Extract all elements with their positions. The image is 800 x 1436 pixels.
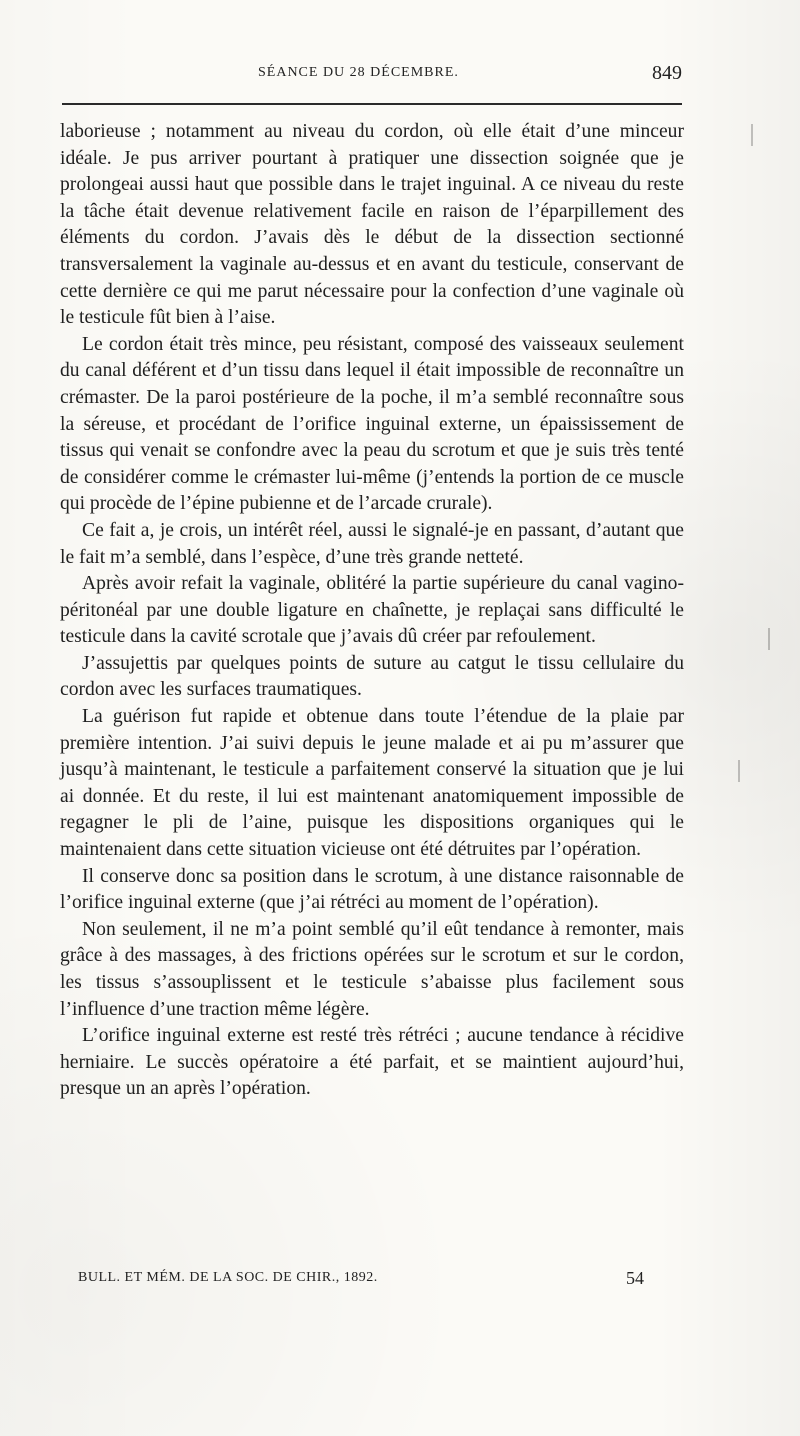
- paragraph-continued: laborieuse ; notamment au niveau du cordon, où elle était d’une minceur idéale. Je pus arriver pourtant à pratiquer une dissection soignée que je prolongeai aussi haut que possible dans le trajet inguinal. A ce niveau du reste la tâche était devenue relativement facile en raison de l’éparpillement des éléments du cordon. J’avais dès le début de la dissection sectionné transversalement la vaginale au-dessus et en avant du testicule, conservant de cette dernière ce qui me parut nécessaire pour la confection d’une vaginale où le testicule fût bien à l’aise.: [60, 121, 684, 329]
- page-number: 849: [652, 62, 682, 84]
- page-footer: [78, 1270, 644, 1294]
- paragraph-position: Il conserve donc sa position dans le scrotum, à une distance raisonnable de l’orifice inguinal externe (que j’ai rétréci au moment de l’opération).: [60, 865, 684, 914]
- running-title: SÉANCE DU 28 DÉCEMBRE.: [258, 65, 459, 80]
- bulletin-reference: BULL. ET MÉM. DE LA SOC. DE CHIR., 1892.: [78, 1270, 378, 1285]
- printer-signature-number: 54: [626, 1268, 644, 1288]
- page-header: [60, 62, 682, 90]
- paragraph-succes: L’orifice inguinal externe est resté très rétréci ; aucune tendance à récidive herniaire. Le succès opératoire a été parfait, et se maintient aujourd’hui, presque un an après l’opération.: [60, 1025, 684, 1100]
- article-body: [60, 119, 684, 1103]
- margin-speck: [751, 124, 753, 146]
- paragraph-guerison: La guérison fut rapide et obtenue dans toute l’étendue de la plaie par première intention. J’ai suivi depuis le jeune malade et ai pu m’assurer que jusqu’à maintenant, le testicule a parfaitement conservé la situation que je lui ai donnée. Et du reste, il lui est maintenant anatomiquement impossible de regagner le pli de l’aine, puisque les dispositions organiques qui le maintenaient dans cette situation vicieuse ont été détruites par l’opération.: [60, 706, 684, 861]
- paragraph-massages: Non seulement, il ne m’a point semblé qu’il eût tendance à remonter, mais grâce à des massages, à des frictions opérées sur le scrotum et sur le cordon, les tissus s’assouplissent et le testicule s’abaisse plus facilement sous l’influence d’une traction même légère.: [60, 918, 684, 1020]
- paragraph-vaginale: Après avoir refait la vaginale, oblitéré la partie supérieure du canal vagino-péritonéal par une double ligature en chaînette, je replaçai sans difficulté le testicule dans la cavité scrotale que j’avais dû créer par refoulement.: [60, 573, 684, 648]
- margin-speck: [738, 760, 740, 782]
- paragraph-cordon: Le cordon était très mince, peu résistant, composé des vaisseaux seulement du canal déférent et d’un tissu dans lequel il était impossible de reconnaître un crémaster. De la paroi postérieure de la poche, il m’a semblé reconnaître sous la séreuse, et procédant de l’orifice inguinal externe, un épaississement de tissus qui venait se confondre avec la peau du scrotum et que je suis très tenté de considérer comme le crémaster lui-même (j’entends la portion de ce muscle qui procède de l’épine pubienne et de l’arcade crurale).: [60, 333, 684, 515]
- paragraph-suture: J’assujettis par quelques points de suture au catgut le tissu cellulaire du cordon avec les surfaces traumatiques.: [60, 652, 684, 701]
- margin-speck: [768, 628, 770, 650]
- paragraph-fait: Ce fait a, je crois, un intérêt réel, aussi le signalé-je en passant, d’autant que le fait m’a semblé, dans l’espèce, d’une très grande netteté.: [60, 519, 684, 568]
- header-rule: [62, 103, 682, 105]
